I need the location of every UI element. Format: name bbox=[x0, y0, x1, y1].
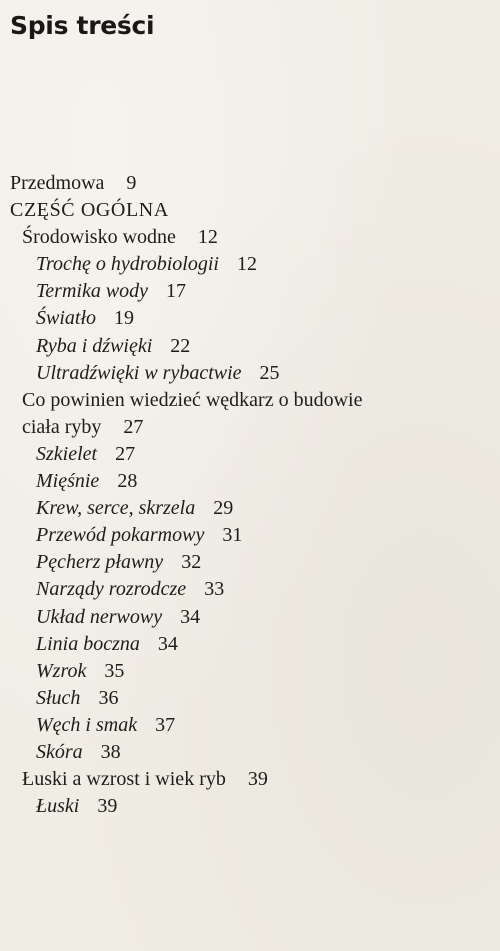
toc-entry-title: Łuski a wzrost i wiek ryb bbox=[22, 768, 226, 791]
toc-entry-title: Krew, serce, skrzela bbox=[36, 497, 196, 520]
toc-page-number: 33 bbox=[204, 578, 225, 601]
toc-entry-title: Przewód pokarmowy bbox=[36, 524, 205, 547]
toc-page-number: 19 bbox=[114, 307, 135, 330]
toc-page-number: 12 bbox=[197, 226, 218, 249]
toc-entry-title: Mięśnie bbox=[36, 470, 100, 493]
toc-subsection bbox=[0, 522, 500, 549]
toc-subsection bbox=[0, 468, 500, 495]
toc-entry-title: Ryba i dźwięki bbox=[36, 334, 153, 357]
toc-entry-title: Narządy rozrodcze bbox=[36, 578, 187, 601]
toc-page-number: 22 bbox=[170, 334, 191, 357]
table-of-contents bbox=[0, 170, 500, 820]
toc-chapter bbox=[0, 224, 500, 251]
toc-entry-title: Linia boczna bbox=[36, 632, 140, 655]
toc-subsection bbox=[0, 251, 500, 278]
toc-page-number: 12 bbox=[236, 253, 257, 276]
toc-chapter bbox=[0, 766, 500, 793]
toc-entry-title: Skóra bbox=[36, 740, 83, 763]
toc-page-number: 38 bbox=[100, 740, 121, 763]
toc-entry-title: Środowisko wodne bbox=[22, 226, 176, 249]
toc-page-number: 34 bbox=[180, 605, 201, 628]
toc-entry-title: Pęcherz pławny bbox=[36, 551, 164, 574]
toc-page-number: 31 bbox=[222, 524, 243, 547]
toc-entry-title: Trochę o hydrobiologii bbox=[36, 253, 219, 276]
toc-page-number: 39 bbox=[97, 795, 118, 818]
toc-subsection bbox=[0, 793, 500, 820]
toc-entry-preface bbox=[0, 170, 500, 197]
toc-subsection bbox=[0, 441, 500, 468]
toc-subsection bbox=[0, 604, 500, 631]
toc-chapter-continuation bbox=[0, 414, 500, 441]
toc-subsection bbox=[0, 739, 500, 766]
toc-subsection bbox=[0, 576, 500, 603]
toc-page-number: 32 bbox=[181, 551, 202, 574]
toc-page-number: 36 bbox=[98, 686, 119, 709]
toc-chapter bbox=[0, 387, 500, 414]
toc-page-number: 27 bbox=[123, 415, 144, 438]
toc-page-number: 29 bbox=[213, 497, 234, 520]
toc-subsection bbox=[0, 685, 500, 712]
toc-entry-title: Słuch bbox=[36, 686, 81, 709]
toc-subsection bbox=[0, 658, 500, 685]
toc-subsection bbox=[0, 305, 500, 332]
toc-entry-title: CZĘŚĆ OGÓLNA bbox=[10, 199, 169, 222]
toc-entry-title: Światło bbox=[36, 307, 97, 330]
page-title: Spis treści bbox=[10, 11, 155, 40]
toc-entry-title: Termika wody bbox=[36, 280, 149, 303]
toc-entry-title: Co powinien wiedzieć wędkarz o budowie bbox=[22, 388, 363, 411]
toc-entry-title: Wzrok bbox=[36, 659, 87, 682]
toc-page-number: 35 bbox=[104, 659, 125, 682]
toc-page-number: 28 bbox=[117, 470, 138, 493]
toc-page-number: 37 bbox=[155, 713, 176, 736]
toc-part-heading bbox=[0, 197, 500, 224]
toc-subsection bbox=[0, 631, 500, 658]
toc-entry-title: ciała ryby bbox=[22, 415, 102, 438]
toc-subsection bbox=[0, 495, 500, 522]
toc-page-number: 34 bbox=[157, 632, 178, 655]
toc-entry-title: Łuski bbox=[36, 795, 80, 818]
toc-subsection bbox=[0, 712, 500, 739]
toc-subsection bbox=[0, 360, 500, 387]
toc-entry-title: Węch i smak bbox=[36, 713, 138, 736]
toc-subsection bbox=[0, 549, 500, 576]
toc-subsection bbox=[0, 333, 500, 360]
toc-entry-title: Szkielet bbox=[36, 442, 98, 465]
toc-entry-title: Układ nerwowy bbox=[36, 605, 163, 628]
toc-page-number: 39 bbox=[247, 768, 268, 791]
toc-page-number: 9 bbox=[126, 172, 137, 194]
toc-page-number: 25 bbox=[259, 361, 280, 384]
toc-entry-title: Przedmowa bbox=[10, 172, 105, 194]
toc-subsection bbox=[0, 278, 500, 305]
toc-page-number: 27 bbox=[115, 442, 136, 465]
toc-page-number: 17 bbox=[166, 280, 187, 303]
toc-entry-title: Ultradźwięki w rybactwie bbox=[36, 361, 242, 384]
